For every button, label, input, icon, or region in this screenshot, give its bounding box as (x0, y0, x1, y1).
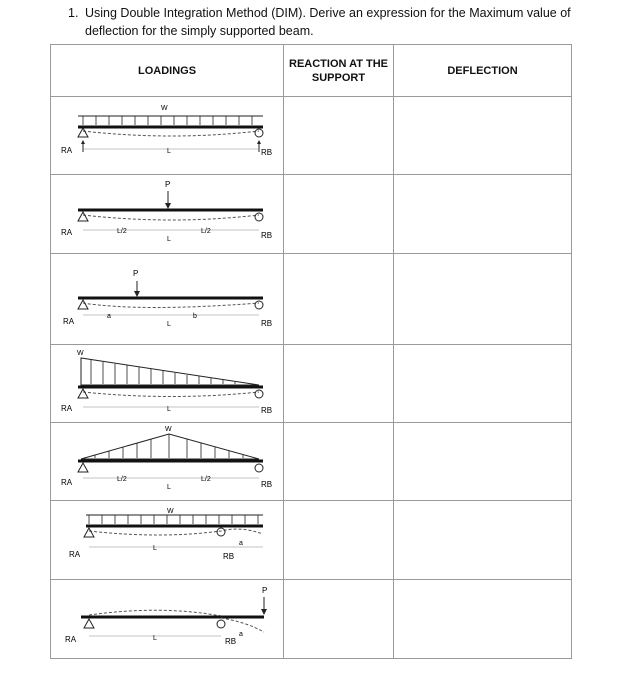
label-half-right: L/2 (201, 476, 211, 483)
label-l: L (167, 148, 171, 155)
label-a: a (239, 631, 243, 638)
label-ra: RA (65, 635, 77, 644)
loading-cell-triangular (51, 345, 284, 423)
label-w: W (77, 350, 84, 357)
table-row (51, 423, 572, 501)
label-ra: RA (61, 478, 73, 487)
label-half-right: L/2 (201, 228, 211, 235)
label-w: W (165, 426, 172, 433)
label-rb: RB (223, 552, 235, 561)
label-rb: RB (261, 231, 273, 240)
label-ra: RA (63, 317, 75, 326)
label-rb: RB (261, 480, 273, 489)
beam-diagram-overhang-point (51, 580, 283, 658)
header-loadings: LOADINGS (51, 45, 284, 97)
label-l: L (167, 321, 171, 328)
label-l: L (167, 484, 171, 491)
label-l: L (153, 545, 157, 552)
label-p: P (133, 269, 139, 278)
beam-diagram-center-point (51, 175, 283, 253)
label-half-left: L/2 (117, 476, 127, 483)
question-number: 1. (68, 6, 79, 20)
deflection-cell (394, 175, 572, 254)
label-a: a (239, 540, 243, 547)
loading-cell-uniform (51, 97, 284, 175)
label-w: W (167, 508, 174, 515)
reaction-cell (284, 254, 394, 345)
reaction-cell (284, 175, 394, 254)
table-row (51, 501, 572, 580)
loading-cell-overhang-point (51, 580, 284, 659)
label-rb: RB (225, 637, 237, 646)
label-ra: RA (61, 404, 73, 413)
beam-diagram-triangular (51, 345, 283, 422)
label-p: P (262, 586, 268, 595)
deflection-cell (394, 501, 572, 580)
reaction-cell (284, 580, 394, 659)
label-rb: RB (261, 319, 273, 328)
label-rb: RB (261, 406, 273, 415)
question-text: Using Double Integration Method (DIM). Derive an expression for the Maximum value of deflection for the simply supported beam. (85, 6, 571, 38)
beam-diagram-overhang-uniform (51, 501, 283, 579)
loading-cell-symmetric-triangular (51, 423, 284, 501)
loading-cell-overhang-uniform (51, 501, 284, 580)
label-ra: RA (61, 228, 73, 237)
deflection-cell (394, 423, 572, 501)
header-reaction-line2: SUPPORT (311, 71, 366, 84)
reaction-cell (284, 345, 394, 423)
header-reaction-line1: REACTION AT THE (289, 57, 388, 70)
label-a: a (107, 313, 111, 320)
label-rb: RB (261, 148, 273, 157)
deflection-cell (394, 345, 572, 423)
beam-diagram-symmetric-triangular (51, 423, 283, 500)
label-half-left: L/2 (117, 228, 127, 235)
label-ra: RA (69, 550, 81, 559)
label-l: L (167, 406, 171, 413)
header-deflection: DEFLECTION (394, 45, 572, 97)
reaction-cell (284, 423, 394, 501)
label-w: W (161, 105, 168, 112)
loading-cell-center-point (51, 175, 284, 254)
table-row (51, 345, 572, 423)
reaction-cell (284, 501, 394, 580)
label-p: P (165, 180, 171, 189)
table-row (51, 97, 572, 175)
loading-cell-offset-point (51, 254, 284, 345)
table-header-row (51, 45, 572, 97)
label-l: L (167, 236, 171, 243)
beam-diagram-offset-point (51, 254, 283, 344)
deflection-cell (394, 580, 572, 659)
table-row (51, 175, 572, 254)
beam-diagram-uniform (51, 97, 283, 174)
table-row (51, 254, 572, 345)
table-row (51, 580, 572, 659)
reaction-cell (284, 97, 394, 175)
deflection-cell (394, 97, 572, 175)
loadings-table (50, 44, 572, 659)
deflection-cell (394, 254, 572, 345)
header-reaction (284, 45, 394, 97)
label-ra: RA (61, 146, 73, 155)
label-b: b (193, 313, 197, 320)
label-l: L (153, 635, 157, 642)
